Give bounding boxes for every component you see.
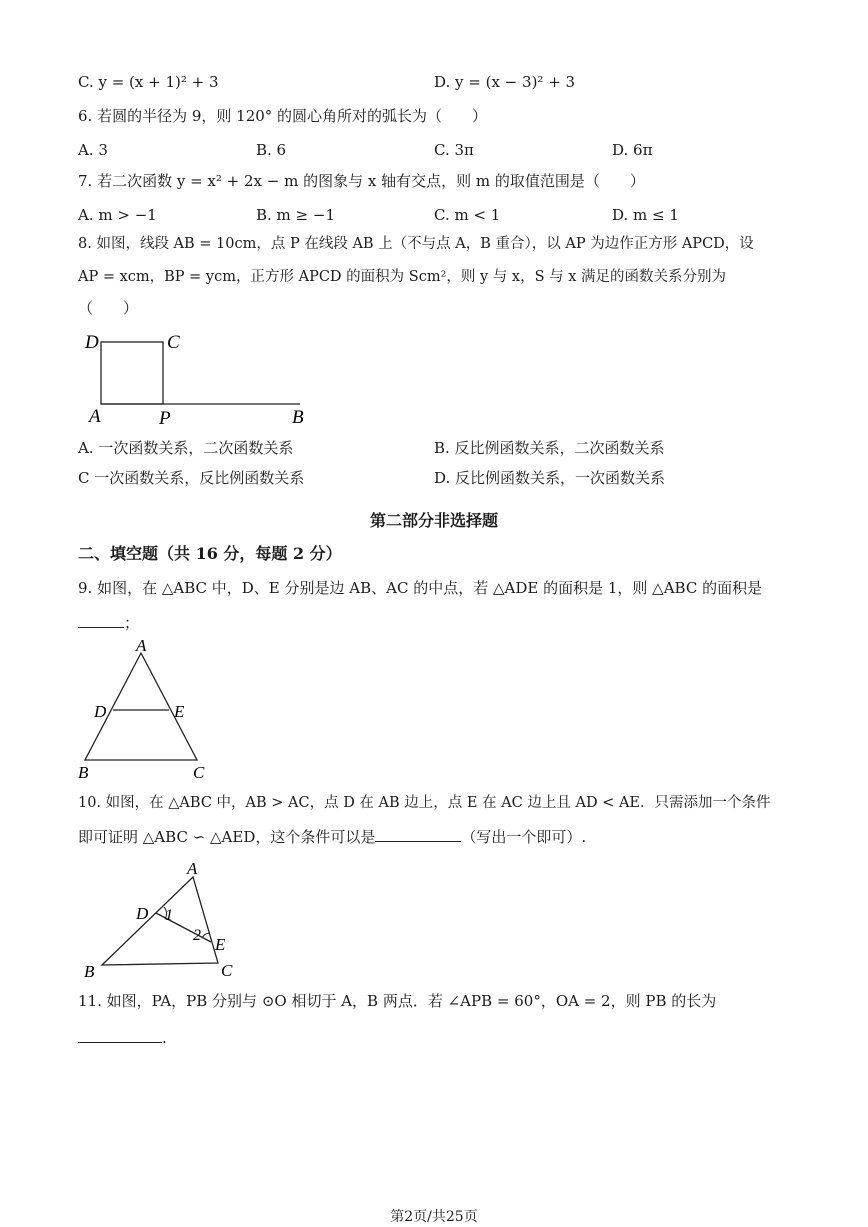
q11-stem-line1: 11. 如图，PA，PB 分别与 ⊙O 相切于 A，B 两点．若 ∠APB = 60°，OA = 2，则 PB 的长为 bbox=[78, 992, 717, 1010]
q5-option-c: C. y = (x + 1)² + 3 bbox=[78, 73, 219, 91]
q11-stem-line2 bbox=[78, 1026, 167, 1048]
label-e: E bbox=[215, 935, 226, 954]
q7-option-b: B. m ≥ −1 bbox=[256, 206, 335, 224]
q6-option-b: B. 6 bbox=[256, 141, 287, 159]
part2-title: 第二部分非选择题 bbox=[369, 511, 498, 530]
label-b: B bbox=[292, 407, 304, 428]
label-e: E bbox=[174, 702, 185, 721]
q10-line-end: （写出一个即可）. bbox=[461, 828, 587, 846]
label-p: P bbox=[159, 408, 171, 429]
label-d: D bbox=[94, 702, 107, 721]
q10-stem-line1: 10. 如图，在 △ABC 中，AB > AC，点 D 在 AB 边上，点 E 在 AC 边上且 AD < AE．只需添加一个条件 bbox=[78, 795, 771, 811]
q8-option-a: A. 一次函数关系，二次函数关系 bbox=[78, 439, 294, 457]
q8-stem-line1: 8. 如图，线段 AB = 10cm，点 P 在线段 AB 上（不与点 A，B 重合），以 AP 为边作正方形 APCD，设 bbox=[78, 236, 754, 252]
q6-option-a: A. 3 bbox=[78, 141, 108, 159]
q10-line-start: 即可证明 △ABC ∽ △AED，这个条件可以是 bbox=[78, 828, 376, 846]
q9-answer-blank[interactable] bbox=[78, 611, 124, 628]
q7-option-c: C. m < 1 bbox=[434, 206, 501, 224]
label-angle-2: 2 bbox=[193, 927, 201, 944]
q6-stem: 6. 若圆的半径为 9，则 120° 的圆心角所对的弧长为（ ） bbox=[78, 107, 488, 125]
q9-line-end: ； bbox=[124, 614, 140, 632]
label-c: C bbox=[193, 763, 205, 782]
page-number-footer: 第2页/共25页 bbox=[390, 1209, 478, 1225]
q8-option-c: C 一次函数关系，反比例函数关系 bbox=[78, 469, 305, 487]
label-a: A bbox=[136, 636, 147, 655]
q8-option-d: D. 反比例函数关系，一次函数关系 bbox=[434, 469, 666, 487]
label-a: A bbox=[89, 406, 101, 427]
q9-stem-line1: 9. 如图，在 △ABC 中，D、E 分别是边 AB、AC 的中点，若 △ADE 的面积是 1，则 △ABC 的面积是 bbox=[78, 579, 763, 597]
q6-option-c: C. 3π bbox=[434, 141, 474, 159]
q8-stem-line2: AP = xcm，BP = ycm，正方形 APCD 的面积为 Scm²，则 y 与 x，S 与 x 满足的函数关系分别为 bbox=[78, 269, 727, 285]
q9-triangle-figure bbox=[72, 634, 222, 784]
q6-option-d: D. 6π bbox=[612, 141, 653, 159]
label-b: B bbox=[78, 763, 89, 782]
triangle-abc bbox=[102, 877, 218, 965]
label-angle-1: 1 bbox=[165, 907, 173, 924]
section2-title: 二、填空题（共 16 分，每题 2 分） bbox=[78, 544, 342, 563]
q5-option-d: D. y = (x − 3)² + 3 bbox=[434, 73, 576, 91]
q8-stem-line3: （ ） bbox=[78, 299, 139, 317]
q7-stem: 7. 若二次函数 y = x² + 2x − m 的图象与 x 轴有交点，则 m 的取值范围是（ ） bbox=[78, 172, 645, 190]
label-a: A bbox=[187, 859, 198, 878]
q7-option-d: D. m ≤ 1 bbox=[612, 206, 679, 224]
label-c: C bbox=[167, 332, 180, 353]
label-d: D bbox=[85, 332, 99, 353]
label-c: C bbox=[221, 961, 233, 980]
q7-option-a: A. m > −1 bbox=[78, 206, 157, 224]
q8-square-figure bbox=[80, 326, 320, 430]
square-apcd bbox=[101, 342, 163, 404]
label-b: B bbox=[84, 962, 95, 981]
q9-stem-line2 bbox=[78, 611, 139, 633]
q10-stem-line2 bbox=[78, 825, 586, 847]
q10-triangle-figure bbox=[80, 856, 250, 982]
q10-answer-blank[interactable] bbox=[375, 825, 461, 842]
q8-option-b: B. 反比例函数关系，二次函数关系 bbox=[434, 439, 665, 457]
label-d: D bbox=[136, 904, 149, 923]
q11-answer-blank[interactable] bbox=[78, 1026, 162, 1043]
q11-line-end: . bbox=[162, 1029, 167, 1047]
